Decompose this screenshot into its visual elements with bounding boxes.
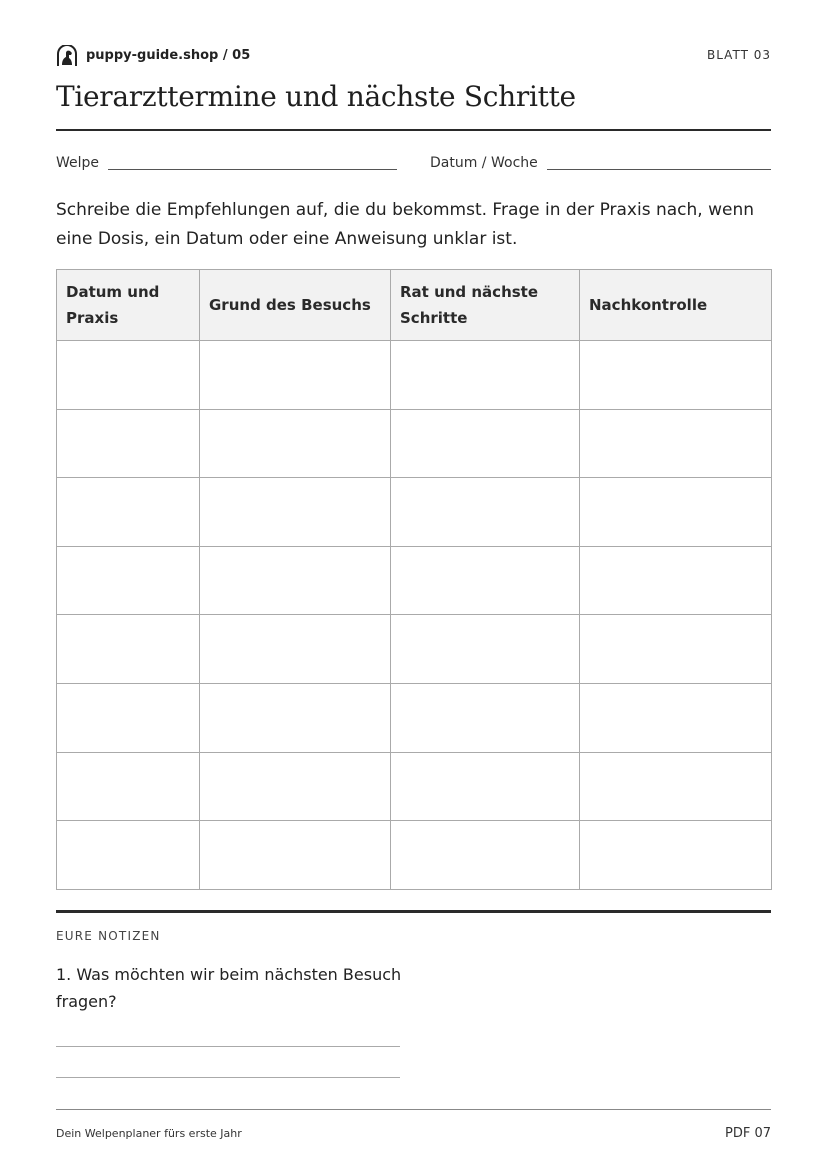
title-divider: [56, 129, 771, 131]
table-row: [57, 615, 772, 684]
table-row: [57, 478, 772, 547]
column-header-advice: Rat und nächste Schritte: [391, 270, 580, 341]
puppy-field[interactable]: [108, 169, 397, 170]
table-cell[interactable]: [580, 546, 772, 615]
notes-question: 1. Was möchten wir beim nächsten Besuch fragen?: [56, 965, 402, 1011]
notes-divider: [56, 910, 771, 913]
table-cell[interactable]: [391, 821, 580, 890]
table-header-row: [57, 270, 772, 341]
table-row: [57, 752, 772, 821]
table-cell[interactable]: [200, 341, 391, 410]
table-cell[interactable]: [391, 341, 580, 410]
puppy-icon: [56, 45, 78, 67]
notes-write-line[interactable]: [56, 1046, 400, 1047]
table-cell[interactable]: [391, 752, 580, 821]
table-cell[interactable]: [580, 478, 772, 547]
puppy-field-label: Welpe: [56, 155, 100, 171]
table-cell[interactable]: [391, 546, 580, 615]
table-cell[interactable]: [200, 752, 391, 821]
table-cell[interactable]: [200, 615, 391, 684]
table-cell[interactable]: [57, 821, 200, 890]
table-cell[interactable]: [580, 341, 772, 410]
site-name: puppy-guide.shop / 05: [86, 48, 251, 63]
table-cell[interactable]: [200, 821, 391, 890]
table-cell[interactable]: [580, 409, 772, 478]
date-field-label: Datum / Woche: [430, 155, 538, 171]
table-cell[interactable]: [57, 546, 200, 615]
table-cell[interactable]: [391, 409, 580, 478]
notes-heading: EURE NOTIZEN: [56, 929, 161, 943]
table-cell[interactable]: [580, 821, 772, 890]
footer-divider: [56, 1109, 771, 1110]
table-cell[interactable]: [580, 683, 772, 752]
page-code: PDF 07: [724, 1126, 771, 1141]
sheet-number: BLATT 03: [706, 48, 771, 62]
notes-write-line[interactable]: [56, 1077, 400, 1078]
intro-text: Schreibe die Empfehlungen auf, die du bekommst. Frage in der Praxis nach, wenn eine Dosis, ein Datum oder eine Anweisung unklar ist.: [56, 200, 755, 249]
table-cell[interactable]: [391, 478, 580, 547]
table-cell[interactable]: [200, 478, 391, 547]
column-header-reason: Grund des Besuchs: [200, 270, 391, 341]
table-row: [57, 341, 772, 410]
table-cell[interactable]: [200, 409, 391, 478]
vet-visits-table: [56, 269, 772, 890]
column-header-followup: Nachkontrolle: [580, 270, 772, 341]
table-cell[interactable]: [391, 615, 580, 684]
table-cell[interactable]: [57, 409, 200, 478]
table-cell[interactable]: [580, 752, 772, 821]
worksheet-page: [56, 0, 771, 1170]
table-row: [57, 546, 772, 615]
table-row: [57, 683, 772, 752]
table-row: [57, 409, 772, 478]
column-header-date: Datum und Praxis: [57, 270, 200, 341]
table-cell[interactable]: [57, 752, 200, 821]
table-cell[interactable]: [57, 341, 200, 410]
table-cell[interactable]: [391, 683, 580, 752]
table-row: [57, 821, 772, 890]
table-cell[interactable]: [580, 615, 772, 684]
table-cell[interactable]: [57, 478, 200, 547]
footer-caption: Dein Welpenplaner fürs erste Jahr: [56, 1127, 242, 1140]
table-cell[interactable]: [57, 615, 200, 684]
page-title: Tierarzttermine und nächste Schritte: [56, 80, 576, 113]
table-cell[interactable]: [200, 683, 391, 752]
table-cell[interactable]: [57, 683, 200, 752]
table-cell[interactable]: [200, 546, 391, 615]
date-field[interactable]: [547, 169, 771, 170]
page-header: [56, 44, 771, 68]
